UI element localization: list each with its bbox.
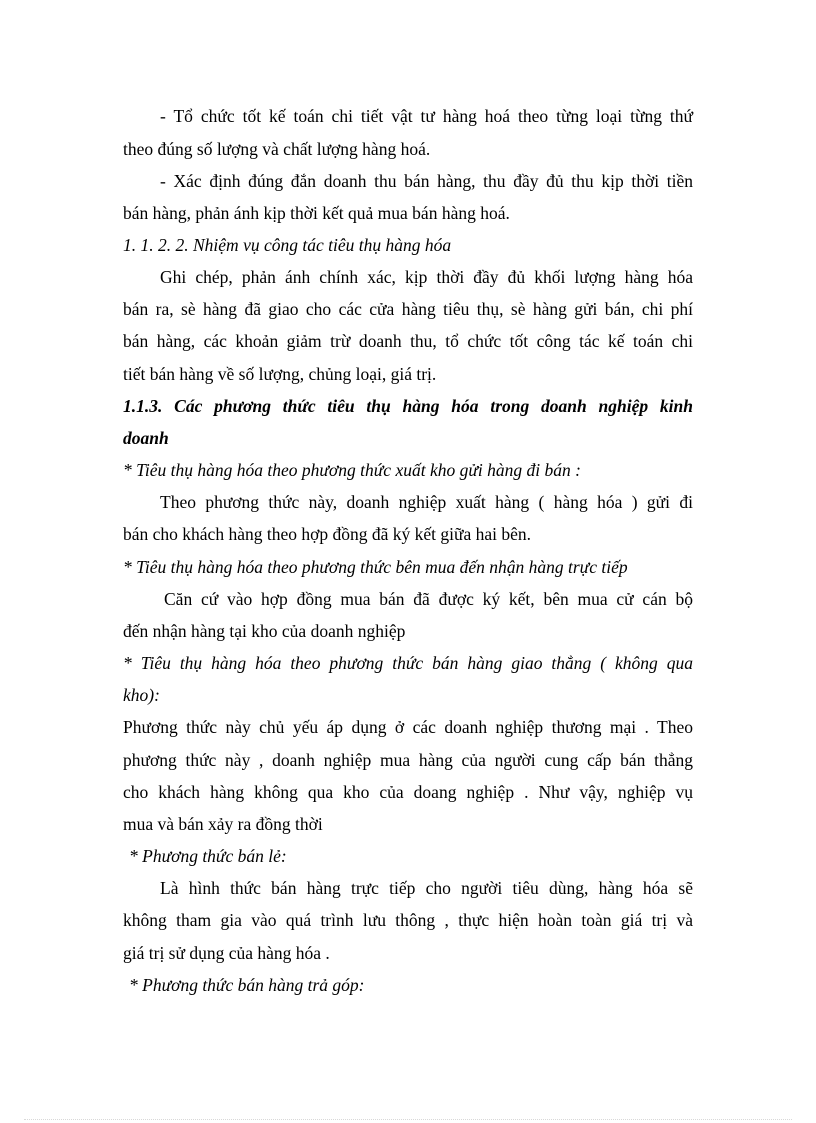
subheading: * Phương thức bán lẻ: — [129, 846, 287, 866]
subheading: kho): — [123, 685, 160, 705]
paragraph-line: - Tổ chức tốt kế toán chi tiết vật tư hàng hoá theo từng loại từng thứ — [160, 106, 693, 126]
paragraph-line: Phương thức này chủ yếu áp dụng ở các doanh nghiệp thương mại . Theo — [123, 717, 693, 737]
section-heading: 1. 1. 2. 2. Nhiệm vụ công tác tiêu thụ hàng hóa — [123, 235, 452, 255]
paragraph-line: giá trị sử dụng của hàng hóa . — [123, 943, 330, 963]
paragraph-line: Ghi chép, phản ánh chính xác, kịp thời đầy đủ khối lượng hàng hóa — [160, 267, 693, 287]
paragraph-line: cho khách hàng không qua kho của doang nghiệp . Như vậy, nghiệp vụ — [123, 782, 693, 802]
paragraph-line: đến nhận hàng tại kho của doanh nghiệp — [123, 621, 406, 641]
paragraph-line: Căn cứ vào hợp đồng mua bán đã được ký kết, bên mua cử cán bộ — [164, 589, 693, 609]
paragraph-line: bán ra, sè hàng đã giao cho các cửa hàng tiêu thụ, sè hàng gửi bán, chi phí — [123, 299, 693, 319]
paragraph-line: Theo phương thức này, doanh nghiệp xuất hàng ( hàng hóa ) gửi đi — [160, 492, 693, 512]
section-heading: 1.1.3. Các phương thức tiêu thụ hàng hóa trong doanh nghiệp kinh — [123, 396, 693, 416]
paragraph-line: bán hàng, các khoản giảm trừ doanh thu, tổ chức tốt công tác kế toán chi — [123, 331, 693, 351]
paragraph-line: Là hình thức bán hàng trực tiếp cho người tiêu dùng, hàng hóa sẽ — [160, 878, 693, 898]
paragraph-line: không tham gia vào quá trình lưu thông , thực hiện hoàn toàn giá trị và — [123, 910, 693, 930]
section-heading: doanh — [123, 428, 169, 448]
page-bottom-rule — [24, 1119, 792, 1120]
subheading: * Tiêu thụ hàng hóa theo phương thức bán hàng giao thẳng ( không qua — [123, 653, 693, 673]
subheading: * Tiêu thụ hàng hóa theo phương thức xuất kho gửi hàng đi bán : — [123, 460, 581, 480]
paragraph-line: - Xác định đúng đắn doanh thu bán hàng, thu đầy đủ thu kịp thời tiền — [160, 171, 693, 191]
subheading: * Phương thức bán hàng trả góp: — [129, 975, 365, 995]
paragraph-line: mua và bán xảy ra đồng thời — [123, 814, 323, 834]
subheading: * Tiêu thụ hàng hóa theo phương thức bên mua đến nhận hàng trực tiếp — [123, 557, 628, 577]
paragraph-line: phương thức này , doanh nghiệp mua hàng của người cung cấp bán thẳng — [123, 750, 693, 770]
paragraph-line: bán cho khách hàng theo hợp đồng đã ký kết giữa hai bên. — [123, 524, 532, 544]
paragraph-line: theo đúng số lượng và chất lượng hàng hoá. — [123, 139, 431, 159]
paragraph-line: tiết bán hàng về số lượng, chủng loại, giá trị. — [123, 364, 437, 384]
paragraph-line: bán hàng, phản ánh kịp thời kết quả mua bán hàng hoá. — [123, 203, 510, 223]
